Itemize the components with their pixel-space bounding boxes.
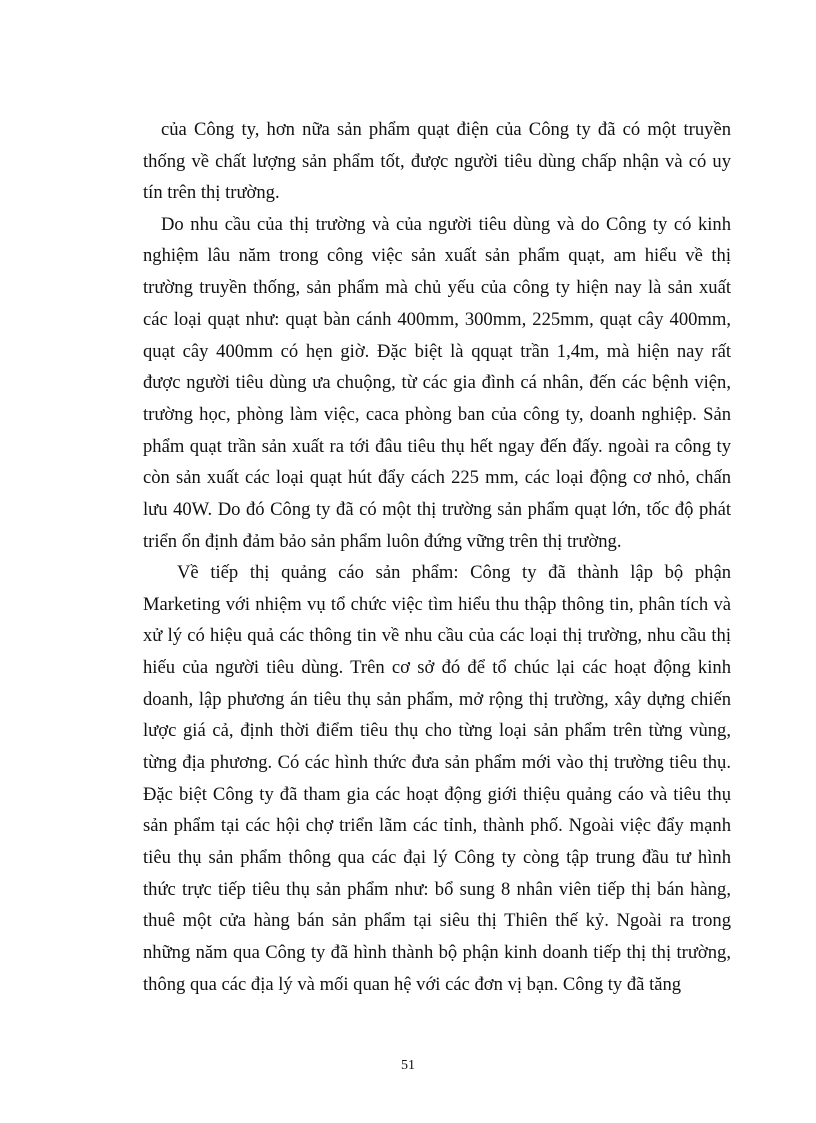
paragraph-2-line-3: trường truyền thống, sản phẩm mà chủ yếu của công ty hiện nay là sản xuất [143, 277, 731, 298]
paragraph-3-line-13: những năm qua Công ty đã hình thành bộ phận kinh doanh tiếp thị thị trường, [143, 942, 731, 963]
paragraph-3-line-5: doanh, lập phương án tiêu thụ sản phẩm, mở rộng thị trường, xây dựng chiến [143, 689, 731, 710]
paragraph-2-line-1: Do nhu cầu của thị trường và của người tiêu dùng và do Công ty có kinh [161, 214, 731, 235]
paragraph-2-line-8: phẩm quạt trần sản xuất ra tới đâu tiêu thụ hết ngay đến đấy. ngoài ra công ty [143, 436, 731, 457]
paragraph-3-line-10: tiêu thụ sản phẩm thông qua các đại lý Công ty còng tập trung đầu tư hình [143, 847, 731, 868]
paragraph-2-line-4: các loại quạt như: quạt bàn cánh 400mm, 300mm, 225mm, quạt cây 400mm, [143, 309, 731, 330]
paragraph-3-line-11: thức trực tiếp tiêu thụ sản phẩm như: bổ sung 8 nhân viên tiếp thị bán hàng, [143, 879, 731, 900]
paragraph-3-line-14: thông qua các địa lý và mối quan hệ với các đơn vị bạn. Công ty đã tăng [143, 974, 682, 995]
paragraph-2-line-9: còn sản xuất các loại quạt hút đẩy cách 225 mm, các loại động cơ nhỏ, chấn [143, 467, 731, 488]
paragraph-3-line-7: từng địa phương. Có các hình thức đưa sản phẩm mới vào thị trường tiêu thụ. [143, 752, 731, 773]
paragraph-2-line-2: nghiệm lâu năm trong công việc sản xuất sản phẩm quạt, am hiểu về thị [143, 245, 731, 266]
paragraph-2-line-6: được người tiêu dùng ưa chuộng, từ các gia đình cá nhân, đến các bệnh viện, [143, 372, 731, 393]
page-number: 51 [401, 1058, 415, 1073]
paragraph-2-line-11: triển ổn định đảm bảo sản phẩm luôn đứng vững trên thị trường. [143, 531, 622, 552]
paragraph-1-line-1: của Công ty, hơn nữa sản phẩm quạt điện của Công ty đã có một truyền [161, 119, 731, 140]
paragraph-2-line-5: quạt cây 400mm có hẹn giờ. Đặc biệt là qquạt trần 1,4m, mà hiện nay rất [143, 341, 731, 362]
paragraph-1-line-2: thống về chất lượng sản phẩm tốt, được người tiêu dùng chấp nhận và có uy [143, 151, 731, 172]
paragraph-3-line-8: Đặc biệt Công ty đã tham gia các hoạt động giới thiệu quảng cáo và tiêu thụ [143, 784, 731, 805]
paragraph-3-line-3: xử lý có hiệu quả các thông tin về nhu cầu của các loại thị trường, nhu cầu thị [143, 625, 731, 646]
paragraph-2-line-10: lưu 40W. Do đó Công ty đã có một thị trường sản phẩm quạt lớn, tốc độ phát [143, 499, 731, 520]
paragraph-3-line-1: Về tiếp thị quảng cáo sản phẩm: Công ty đã thành lập bộ phận [177, 562, 731, 583]
paragraph-3-line-9: sản phẩm tại các hội chợ triển lãm các tỉnh, thành phố. Ngoài việc đẩy mạnh [143, 815, 731, 836]
paragraph-2-line-7: trường học, phòng làm việc, caca phòng ban của công ty, doanh nghiệp. Sản [143, 404, 731, 425]
paragraph-3-line-4: hiếu của người tiêu dùng. Trên cơ sở đó để tổ chúc lại các hoạt động kinh [143, 657, 731, 678]
paragraph-1-line-3: tín trên thị trường. [143, 182, 280, 203]
paragraph-3-line-2: Marketing với nhiệm vụ tổ chức việc tìm hiểu thu thập thông tin, phân tích và [143, 594, 731, 615]
paragraph-3-line-6: lược giá cả, định thời điểm tiêu thụ cho từng loại sản phẩm trên từng vùng, [143, 720, 731, 741]
paragraph-3-line-12: thuê một cửa hàng bán sản phẩm tại siêu thị Thiên thế kỷ. Ngoài ra trong [143, 910, 731, 931]
